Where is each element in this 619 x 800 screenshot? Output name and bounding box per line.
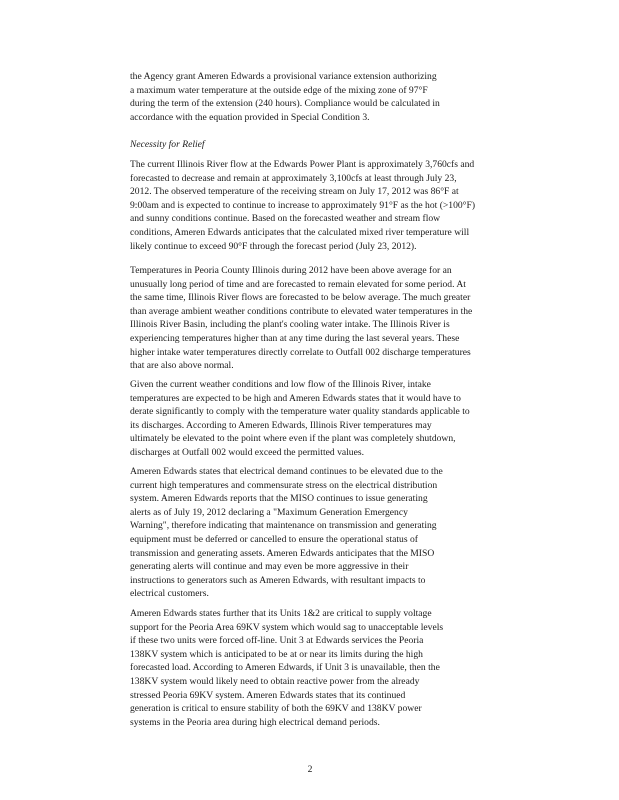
text-line: likely continue to exceed 90°F through the forecast period (July 23, 2012). xyxy=(130,240,417,252)
text-line: that are also above normal. xyxy=(130,360,234,372)
text-line: conditions, Ameren Edwards anticipates that the calculated mixed river temperature will xyxy=(130,226,470,238)
text-line: if these two units were forced off-line. Unit 3 at Edwards services the Peoria xyxy=(130,635,424,647)
weather-conditions-paragraph xyxy=(130,378,492,460)
text-line: electrical customers. xyxy=(130,588,209,600)
text-line: current high temperatures and commensurate stress on the electrical distribution xyxy=(130,479,438,491)
heading-text: Necessity for Relief xyxy=(130,139,205,150)
text-line: Given the current weather conditions and low flow of the Illinois River, intake xyxy=(130,379,431,390)
text-line: forecasted load. According to Ameren Edwards, if Unit 3 is unavailable, then the xyxy=(130,662,440,674)
voltage-support-paragraph xyxy=(130,607,492,729)
text-line: experiencing temperatures higher than at any time during the last several years. These xyxy=(130,332,460,344)
text-line: alerts as of July 19, 2012 declaring a "Maximum Generation Emergency xyxy=(130,506,408,518)
electrical-demand-paragraph xyxy=(130,465,492,601)
text-line: 138KV system would likely need to obtain reactive power from the already xyxy=(130,675,420,687)
text-line: unusually long period of time and are forecasted to remain elevated for some period. At xyxy=(130,278,466,290)
text-line: instructions to generators such as Ameren Edwards, with resultant impacts to xyxy=(130,574,426,586)
text-line: system. Ameren Edwards reports that the MISO continues to issue generating xyxy=(130,493,428,505)
text-line: the Agency grant Ameren Edwards a provisional variance extension authorizing xyxy=(130,71,437,82)
intro-paragraph xyxy=(130,70,492,124)
temperatures-paragraph xyxy=(130,264,492,373)
text-line: equipment must be deferred or cancelled to ensure the operational status of xyxy=(130,533,418,545)
text-line: generation is critical to ensure stability of both the 69KV and 138KV power xyxy=(130,703,422,715)
text-line: stressed Peoria 69KV system. Ameren Edwards states that its continued xyxy=(130,689,406,701)
text-line: Ameren Edwards states that electrical demand continues to be elevated due to the xyxy=(130,466,443,477)
text-line: support for the Peoria Area 69KV system which would sag to unacceptable levels xyxy=(130,621,444,633)
text-line: generating alerts will continue and may even be more aggressive in their xyxy=(130,561,409,573)
text-line: ultimately be elevated to the point where even if the plant was completely shutdown, xyxy=(130,433,456,445)
text-line: the same time, Illinois River flows are forecasted to be below average. The much greater xyxy=(130,292,471,304)
text-line: forecasted to decrease and remain at approximately 3,100cfs at least through July 23, xyxy=(130,172,457,184)
text-line: Warning", therefore indicating that maintenance on transmission and generating xyxy=(130,520,437,532)
section-heading xyxy=(130,138,492,152)
text-line: temperatures are expected to be high and Ameren Edwards states that it would have to xyxy=(130,392,461,404)
text-line: a maximum water temperature at the outside edge of the mixing zone of 97°F xyxy=(130,84,428,96)
text-line: higher intake water temperatures directly correlate to Outfall 002 discharge temperatures xyxy=(130,346,471,358)
text-line: The current Illinois River flow at the Edwards Power Plant is approximately 3,760cfs and xyxy=(130,159,475,170)
text-line: and sunny conditions continue. Based on the forecasted weather and stream flow xyxy=(130,213,441,225)
text-line: during the term of the extension (240 hours). Compliance would be calculated in xyxy=(130,98,440,110)
text-line: 138KV system which is anticipated to be at or near its limits during the high xyxy=(130,648,423,660)
text-line: accordance with the equation provided in Special Condition 3. xyxy=(130,111,370,123)
text-line: systems in the Peoria area during high electrical demand periods. xyxy=(130,716,380,728)
text-line: derate significantly to comply with the temperature water quality standards applicable to xyxy=(130,406,470,418)
text-line: Ameren Edwards states further that its Units 1&2 are critical to supply voltage xyxy=(130,608,432,619)
text-line: 9:00am and is expected to continue to increase to approximately 91°F as the hot (>100°F) xyxy=(130,199,476,211)
page-number: 2 xyxy=(307,764,313,775)
text-line: than average ambient weather conditions contribute to elevated water temperatures in the xyxy=(130,305,473,317)
text-line: transmission and generating assets. Ameren Edwards anticipates that the MISO xyxy=(130,547,435,559)
text-line: its discharges. According to Ameren Edwards, Illinois River temperatures may xyxy=(130,419,432,431)
text-line: Temperatures in Peoria County Illinois during 2012 have been above average for an xyxy=(130,265,452,276)
text-line: 2012. The observed temperature of the receiving stream on July 17, 2012 was 86°F at xyxy=(130,186,459,198)
text-line: Illinois River Basin, including the plant's cooling water intake. The Illinois River is xyxy=(130,319,450,331)
text-line: discharges at Outfall 002 would exceed the permitted values. xyxy=(130,446,364,458)
river-flow-paragraph xyxy=(130,158,492,253)
